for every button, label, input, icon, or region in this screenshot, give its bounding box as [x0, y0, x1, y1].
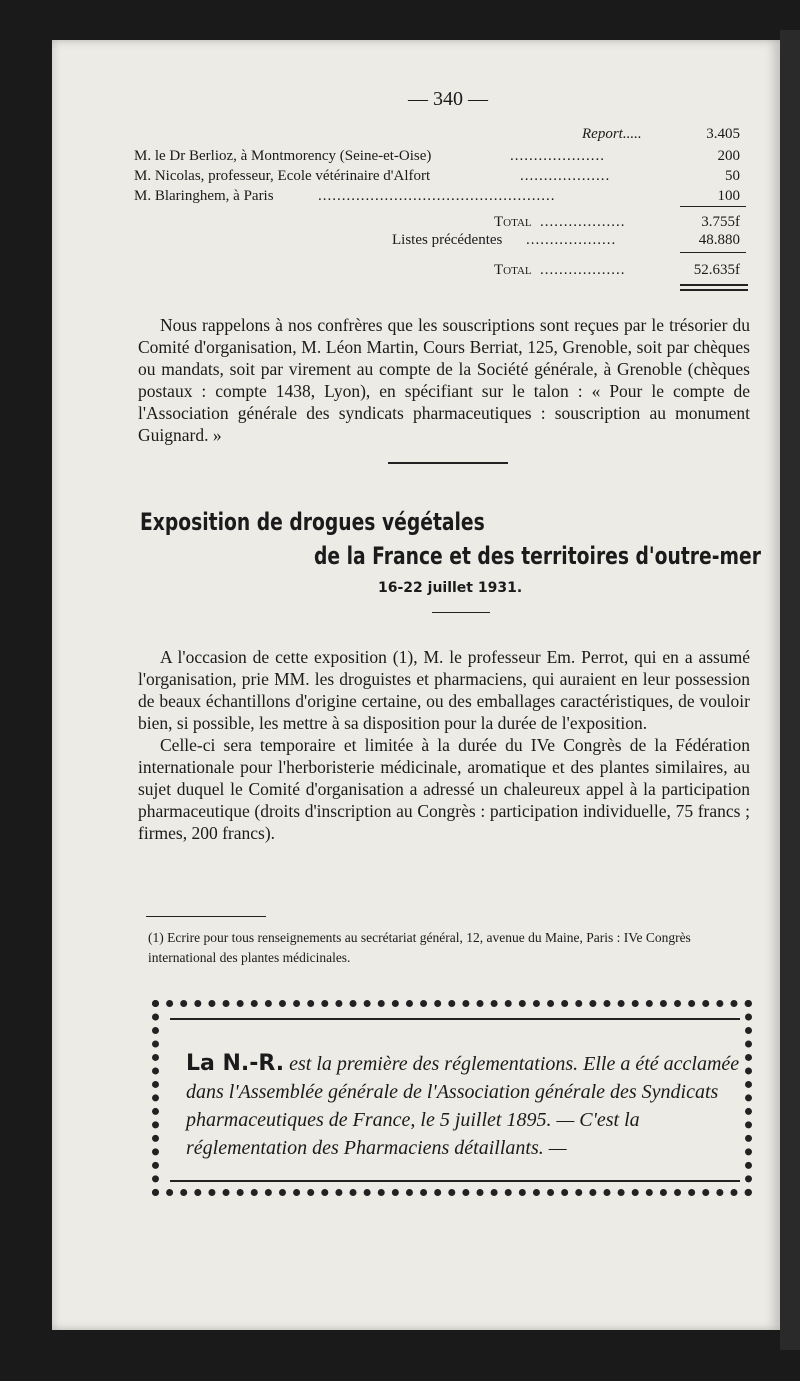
sum-rule: [680, 252, 746, 253]
total-label: Total: [494, 214, 532, 230]
grand-total-amount: 52.635f: [693, 262, 740, 278]
leader-dots: ..................: [540, 262, 626, 278]
subscription-row-amount: 200: [717, 148, 740, 164]
section-paragraph-2: Celle-ci sera temporaire et limitée à la durée du IVe Congrès de la Fédération internationale pour l'herboristerie médicinale, aromatique et des plantes similaires, au sujet duquel le Comité d'organisation a adressé un chaleureux appel à la participation pharmaceutique (droits d'inscription au Congrès : participation individuelle, 75 francs ; firmes, 200 francs).: [138, 735, 750, 843]
advert-body: est la première des réglementations. Elle a été acclamée dans l'Assemblée générale de l'Association générale des Syndicats pharmaceutiques de France, le 5 juillet 1895. — C'est la réglementation des Pharmaciens détaillants. —: [186, 1053, 740, 1159]
previous-lists-amount: 48.880: [698, 232, 740, 248]
report-label: Report.....: [582, 126, 642, 142]
section-divider: [388, 462, 508, 464]
subscription-row-label: M. le Dr Berlioz, à Montmorency (Seine-et-Oise): [134, 148, 432, 164]
section-dates: 16-22 juillet 1931.: [378, 580, 523, 596]
sum-rule: [680, 206, 746, 207]
double-rule: [680, 284, 748, 286]
footnote-rule: [146, 916, 266, 917]
double-rule: [680, 289, 748, 291]
leader-dots: ...................: [520, 168, 611, 184]
footnote: (1) Ecrire pour tous renseignements au secrétariat général, 12, avenue du Maine, Paris : IVe Congrès international des plantes médicinales.: [148, 930, 691, 965]
subscription-row-amount: 100: [717, 188, 740, 204]
notice-paragraph: [138, 314, 750, 446]
grand-total-label: Total: [494, 262, 532, 278]
page-number: — 340 —: [408, 88, 488, 110]
subscription-row-label: M. Blaringhem, à Paris: [134, 188, 274, 204]
previous-lists-label: Listes précédentes: [392, 232, 503, 248]
leader-dots: ...................: [526, 232, 617, 248]
notice-text: Nous rappelons à nos confrères que les souscriptions sont reçues par le trésorier du Comité d'organisation, M. Léon Martin, Cours Berriat, 125, Grenoble, soit par chèques ou mandats, soit par virement au compte de la Société générale, à Grenoble (chèques postaux : compte 1438, Lyon), en spécifiant sur le talon : « Pour le compte de l'Association générale des syndicats pharmaceutiques : souscription au monument Guignard. »: [138, 315, 750, 445]
section-body: [138, 646, 750, 844]
report-amount: 3.405: [706, 126, 740, 142]
page-edge-shadow: [780, 30, 800, 1350]
leader-dots: ....................: [510, 148, 605, 164]
advert-lead: La N.-R.: [186, 1051, 285, 1076]
section-title-line2: de la France et des territoires d'outre-mer: [314, 542, 761, 570]
section-paragraph-1: A l'occasion de cette exposition (1), M. le professeur Em. Perrot, qui en a assumé l'organisation, prie MM. les droguistes et pharmaciens, qui auraient en leur possession de beaux échantillons d'origine certaine, ou des emballages caractéristiques, de vouloir bien, si possible, les mettre à sa disposition pour la durée de l'exposition.: [138, 647, 750, 733]
leader-dots: ..................: [540, 214, 626, 230]
total-amount: 3.755f: [701, 214, 740, 230]
title-underline: [432, 612, 490, 613]
subscription-row-label: M. Nicolas, professeur, Ecole vétérinaire d'Alfort: [134, 168, 431, 184]
section-title-line1: Exposition de drogues végétales: [140, 508, 485, 536]
subscription-row-amount: 50: [725, 168, 740, 184]
advert-text: [186, 1050, 746, 1162]
leader-dots: ..................................................: [318, 188, 556, 204]
